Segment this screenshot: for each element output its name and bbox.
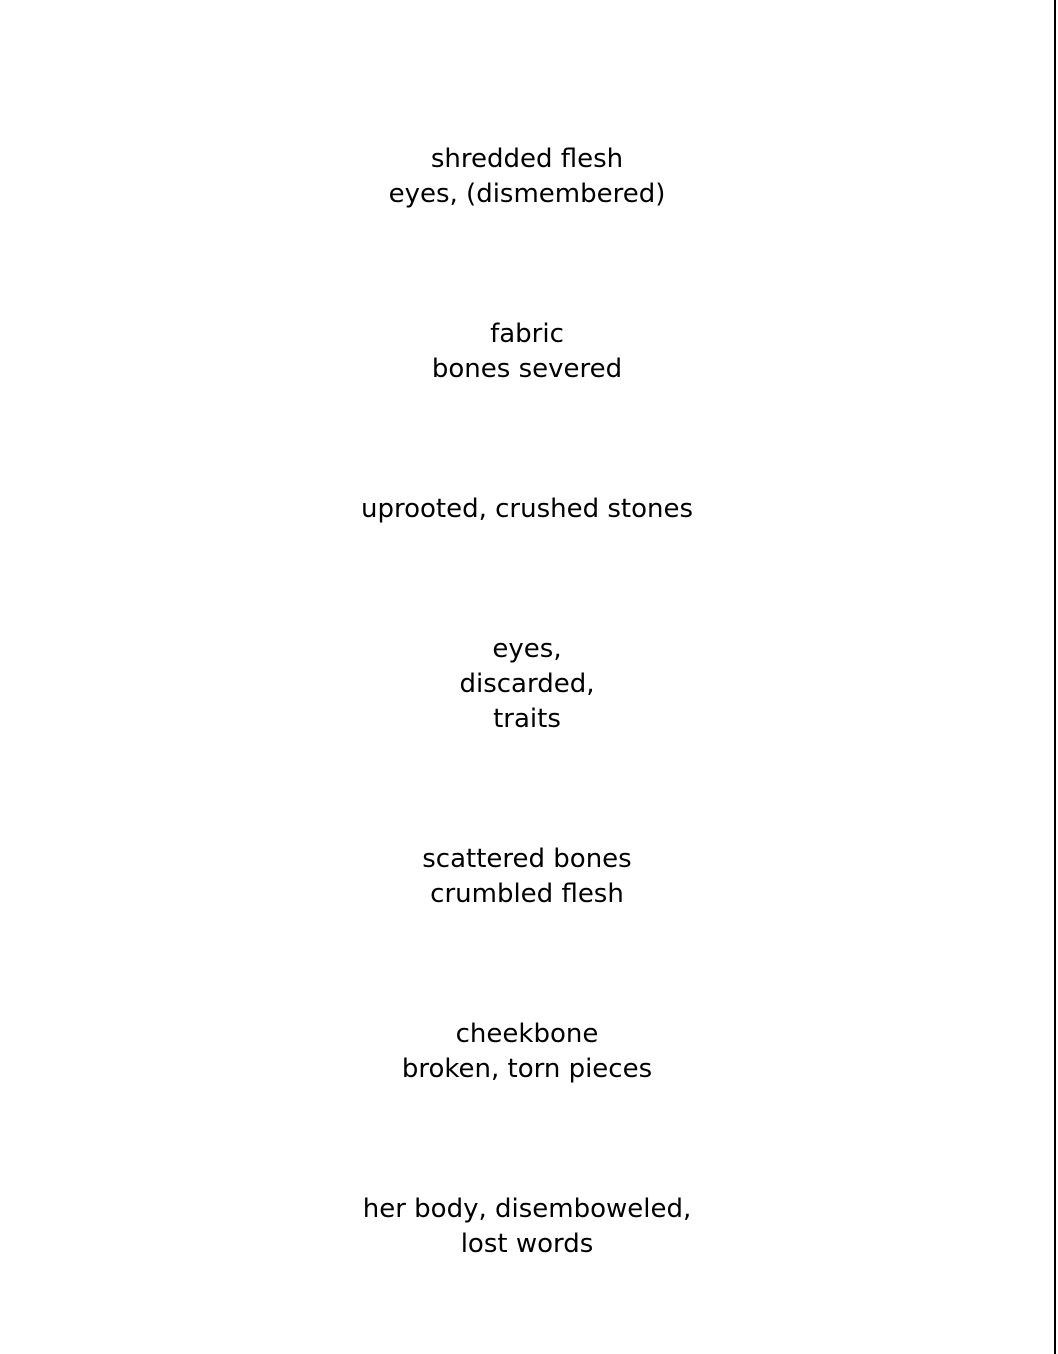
poem-line: discarded, [459, 669, 595, 699]
poem-line: bones severed [431, 354, 623, 384]
poem-line: eyes, [492, 634, 562, 664]
stanza-5 [0, 842, 1054, 912]
stanza-1 [0, 142, 1054, 212]
stanza-4 [0, 632, 1054, 737]
poem-line: eyes, (dismembered) [388, 179, 666, 209]
poem-line: shredded flesh [430, 144, 624, 174]
poem-line: broken, torn pieces [401, 1054, 653, 1084]
poem-line: scattered bones [422, 844, 632, 874]
poem-line: cheekbone [455, 1019, 599, 1049]
poem-line: traits [493, 704, 561, 734]
stanza-2 [0, 317, 1054, 387]
poem-line: fabric [490, 319, 564, 349]
poem-line: lost words [460, 1229, 594, 1259]
poem-line: crumbled flesh [430, 879, 624, 909]
page-edge-divider [1054, 0, 1056, 1354]
stanza-3 [0, 492, 1054, 527]
stanza-6 [0, 1017, 1054, 1087]
stanza-7 [0, 1192, 1054, 1262]
poem-line: uprooted, crushed stones [360, 494, 694, 524]
poem-line: her body, disemboweled, [362, 1194, 692, 1224]
